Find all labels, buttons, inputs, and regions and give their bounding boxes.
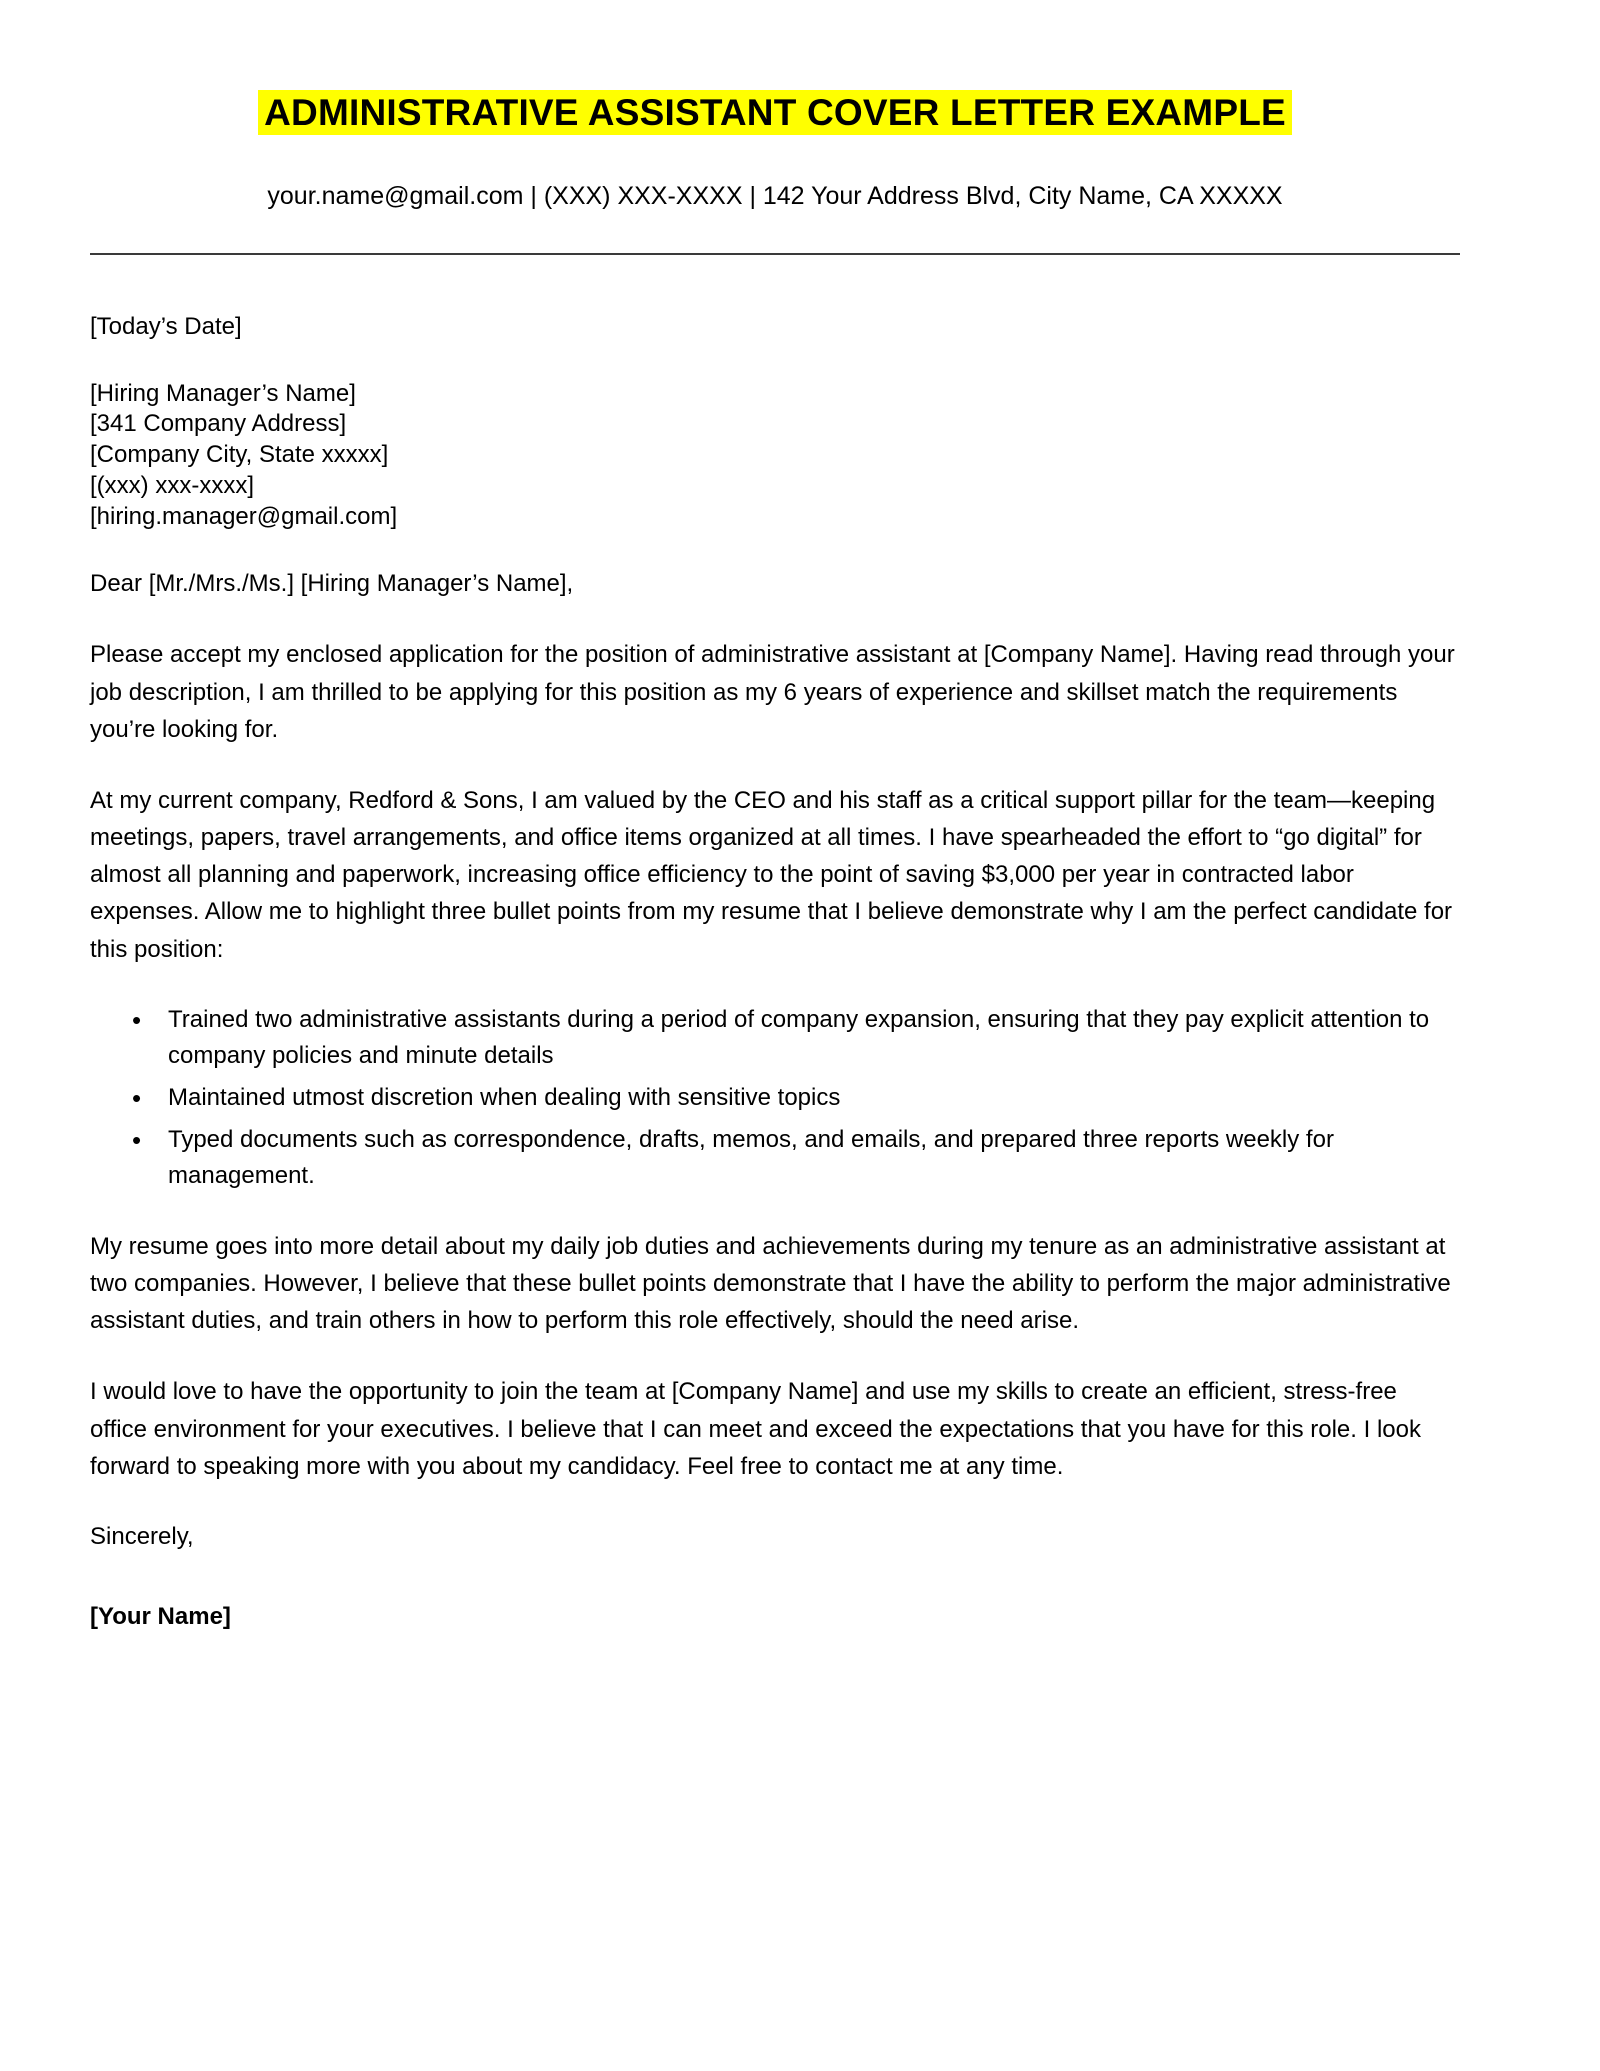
page-title <box>90 90 1460 136</box>
header-divider <box>90 253 1460 255</box>
body-paragraph-1: Please accept my enclosed application for the position of administrative assistant at [Company Name]. Having read through your job description, I am thrilled to be applying for this position as my 6 years of experience and skillset match the requirements you’re looking for. <box>90 641 1455 743</box>
signature-name: [Your Name] <box>90 1602 231 1630</box>
page-title-highlight: ADMINISTRATIVE ASSISTANT COVER LETTER EXAMPLE <box>258 90 1292 135</box>
recipient-name: [Hiring Manager’s Name] <box>90 379 356 407</box>
body-paragraph-3: My resume goes into more detail about my daily job duties and achievements during my tenure as an administrative assistant at two companies. However, I believe that these bullet points demonstrate that I have the ability to perform the major administrative assistant duties, and train others in how to perform this role effectively, should the need arise. <box>90 1232 1451 1335</box>
recipient-city-state-zip: [Company City, State xxxxx] <box>90 441 389 469</box>
recipient-email: [hiring.manager@gmail.com] <box>90 502 398 530</box>
body-paragraph-4: I would love to have the opportunity to join the team at [Company Name] and use my skills to create an efficient, stress-free office environment for your executives. I believe that I can meet and exceed the expectations that you have for this role. I look forward to speaking more with you about my candidacy. Feel free to contact me at any time. <box>90 1378 1421 1480</box>
recipient-phone: [(xxx) xxx-xxxx] <box>90 471 254 499</box>
sign-off: Sincerely, <box>90 1522 194 1550</box>
list-item: • Trained two administrative assistants during a period of company expansion, ensuring that they pay explicit attention to company policies and minute details <box>168 1002 1460 1074</box>
recipient-block <box>90 379 1460 533</box>
list-item: • Maintained utmost discretion when dealing with sensitive topics <box>168 1080 1460 1116</box>
letter-body <box>90 309 1460 1635</box>
salutation: Dear [Mr./Mrs./Ms.] [Hiring Manager’s Name], <box>90 570 574 598</box>
list-item: • Typed documents such as correspondence, drafts, memos, and emails, and prepared three reports weekly for management. <box>168 1122 1460 1194</box>
achievement-bullet-list <box>90 1002 1460 1194</box>
body-paragraph-2: At my current company, Redford & Sons, I am valued by the CEO and his staff as a critical support pillar for the team—keeping meetings, papers, travel arrangements, and office items organized at all times. I have spearheaded the effort to “go digital” for almost all planning and paperwork, increasing office efficiency to the point of saving $3,000 per year in contracted labor expenses. Allow me to highlight three bullet points from my resume that I believe demonstrate why I am the perfect candidate for this position: <box>90 786 1453 963</box>
recipient-address: [341 Company Address] <box>90 410 347 438</box>
date-line: [Today’s Date] <box>90 312 242 340</box>
contact-line: your.name@gmail.com | (XXX) XXX-XXXX | 142 Your Address Blvd, City Name, CA XXXXX <box>267 182 1283 211</box>
